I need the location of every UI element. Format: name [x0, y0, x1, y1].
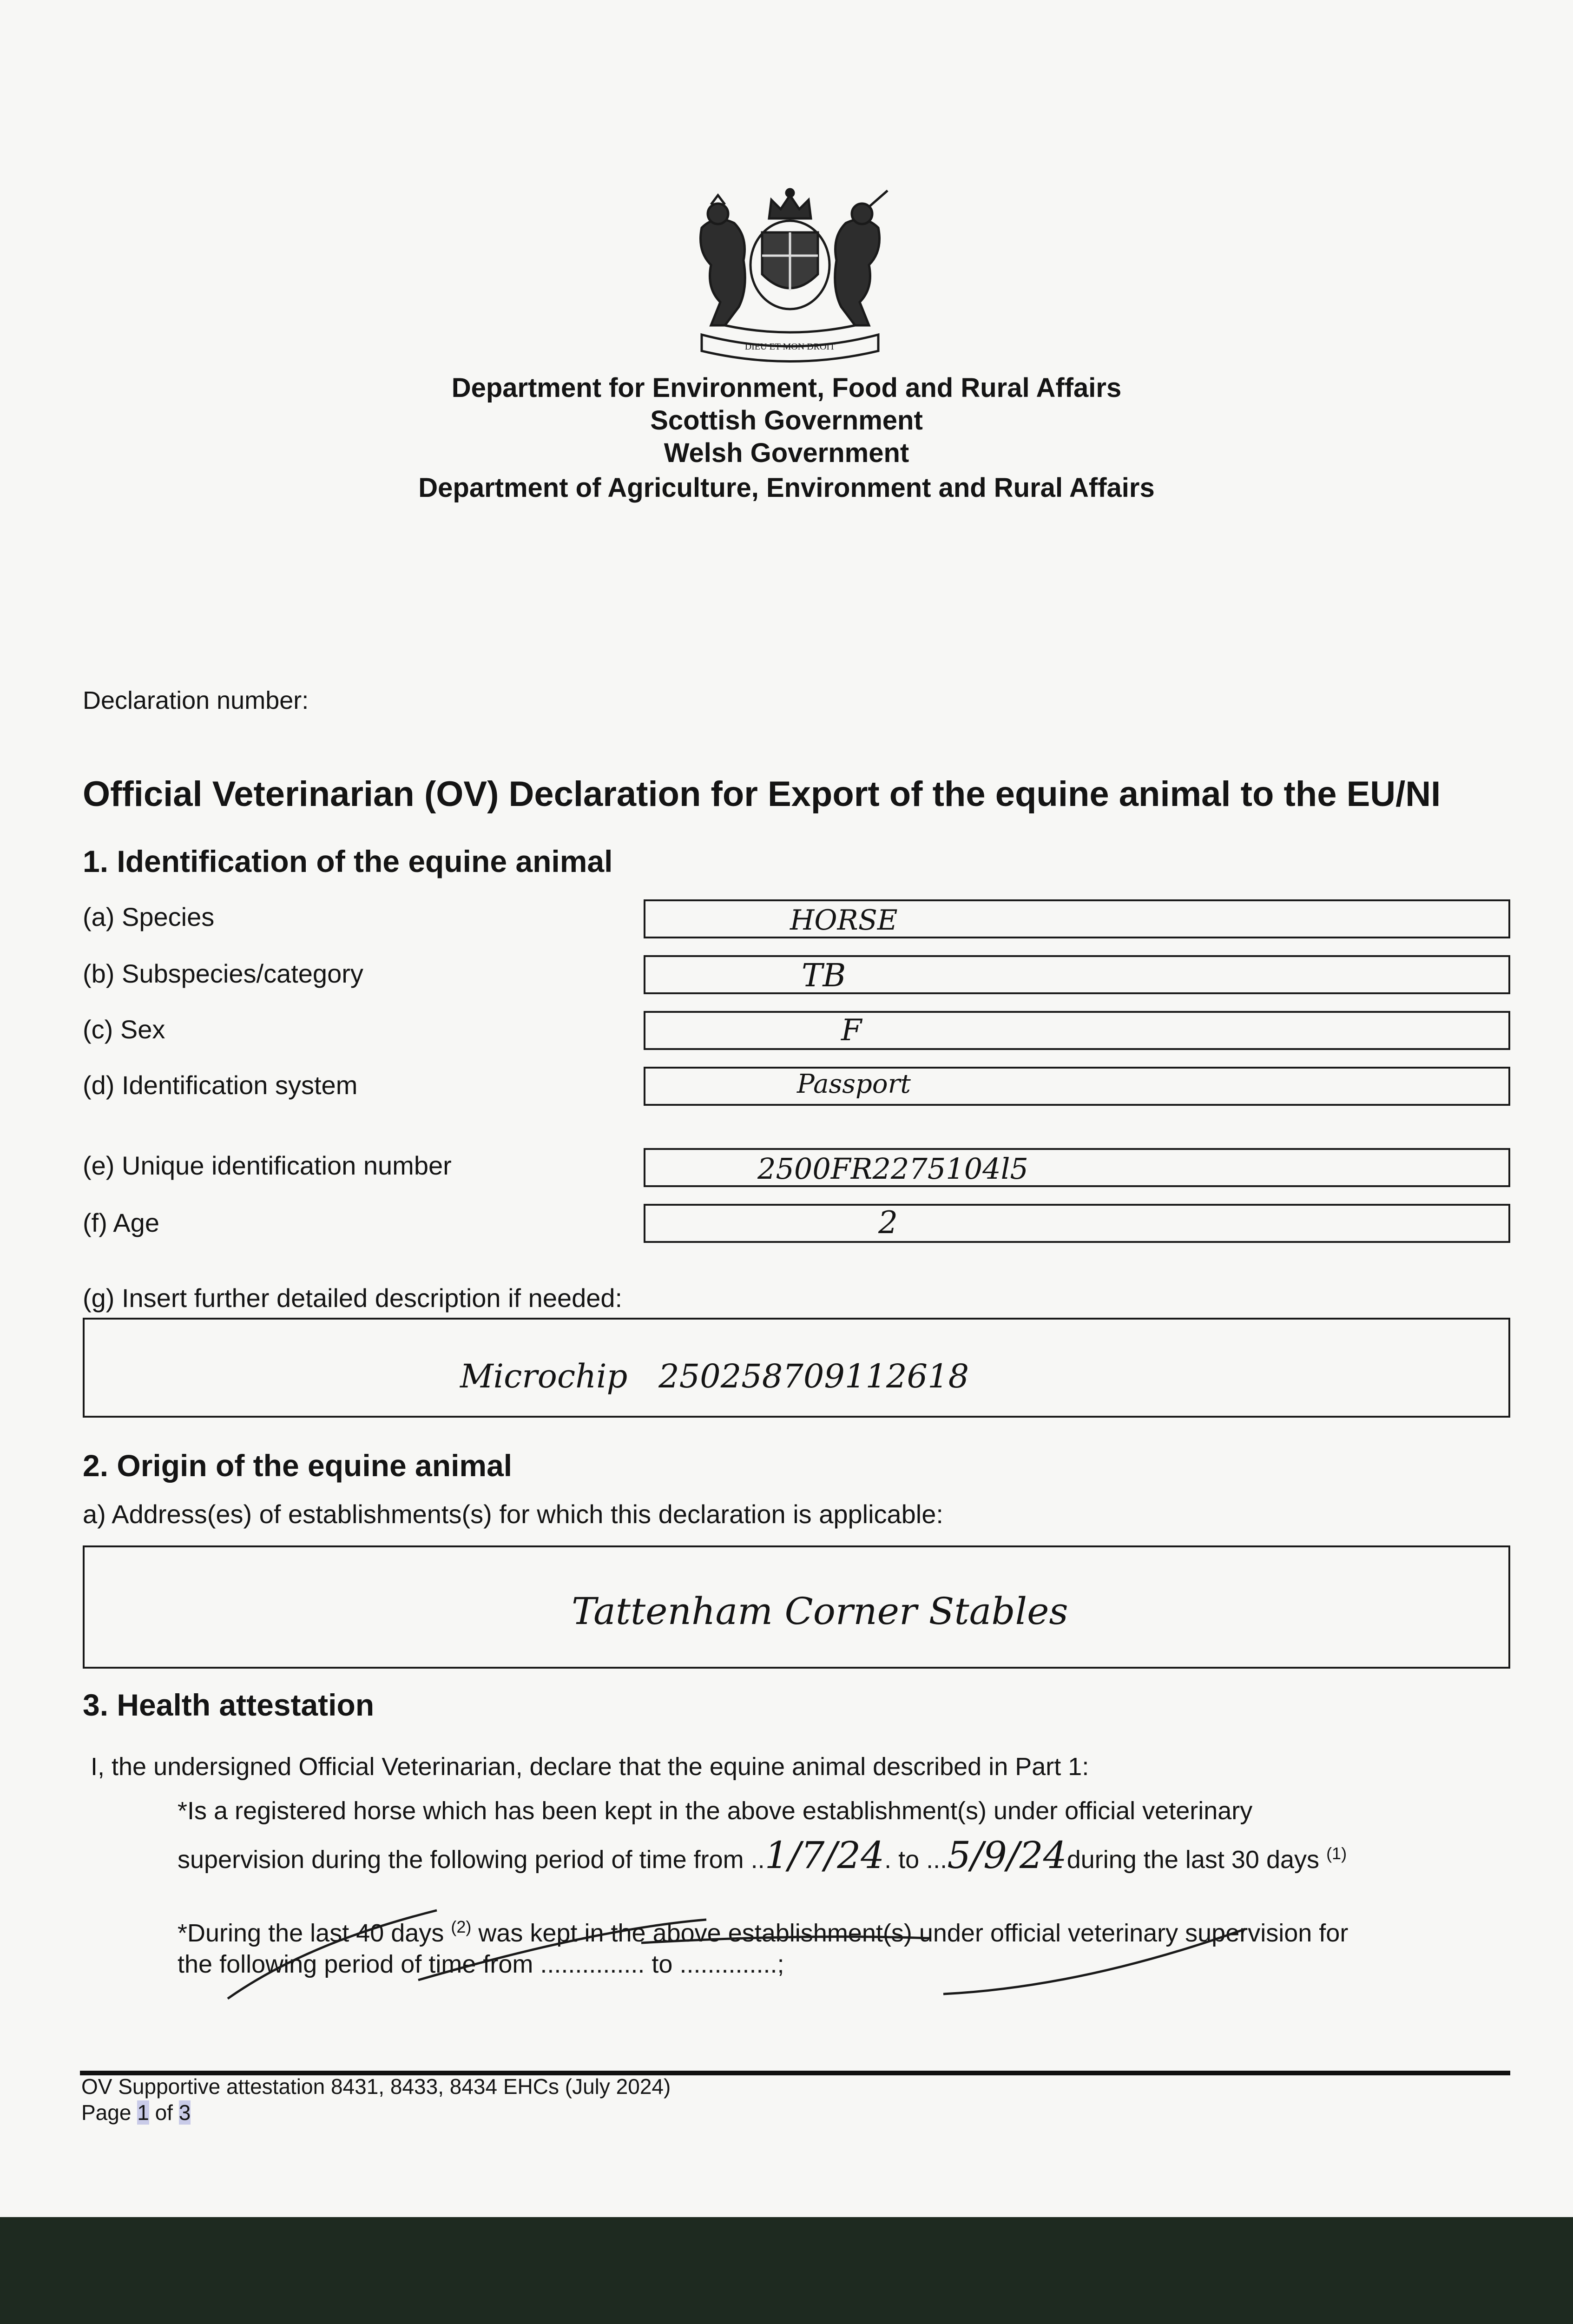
unique-id-value: 2500FR2275104l5	[757, 1152, 1028, 1186]
footer-page-total: 3	[178, 2100, 191, 2125]
footnote-ref-2: (2)	[451, 1917, 472, 1936]
strike-out-strokes	[177, 1887, 1431, 2008]
attestation-p2-line2: the following period of time from ............... to ..............;	[178, 1950, 784, 1978]
department-name-1: Department for Environment, Food and Rural Affairs	[451, 373, 1122, 403]
attestation-p2-pre: *During the last 40 days	[178, 1919, 444, 1947]
footer-attestation-ref: OV Supportive attestation 8431, 8433, 8434 EHCs (July 2024)	[81, 2074, 671, 2099]
royal-coat-of-arms-icon	[683, 186, 897, 363]
subspecies-value: TB	[802, 957, 846, 994]
footer-of-word: of	[155, 2100, 173, 2125]
footnote-ref-1: (1)	[1326, 1844, 1347, 1863]
period-to-value: 5/9/24	[947, 1834, 1067, 1877]
attestation-p2-post: was kept in the above establishment(s) under official veterinary supervision for	[478, 1919, 1349, 1947]
sex-field[interactable]	[644, 1011, 1510, 1050]
department-name-3: Welsh Government	[664, 438, 909, 468]
section1-heading: 1. Identification of the equine animal	[83, 844, 613, 878]
species-field[interactable]	[644, 899, 1510, 938]
section3-heading: 3. Health attestation	[83, 1688, 375, 1722]
crest-motto: DIEU ET MON DROIT	[744, 342, 836, 352]
attestation-p1-line1: *Is a registered horse which has been kept in the above establishment(s) under official veterinary	[178, 1797, 1253, 1825]
age-field[interactable]	[644, 1204, 1510, 1243]
subspecies-label: (b) Subspecies/category	[83, 959, 363, 988]
subspecies-field[interactable]	[644, 955, 1510, 994]
establishment-address-label: a) Address(es) of establishments(s) for which this declaration is applicable:	[83, 1499, 943, 1529]
attestation-p1-to-word: . to ...	[884, 1846, 948, 1874]
unique-id-label: (e) Unique identification number	[83, 1151, 452, 1180]
age-value: 2	[878, 1205, 898, 1241]
identification-system-value: Passport	[797, 1069, 911, 1099]
attestation-p1-post: during the last 30 days	[1066, 1846, 1320, 1874]
footer-page-number	[81, 2100, 191, 2125]
footer-page-current: 1	[137, 2100, 149, 2125]
section2-heading: 2. Origin of the equine animal	[83, 1448, 513, 1483]
species-label: (a) Species	[83, 902, 215, 931]
identification-system-field[interactable]	[644, 1067, 1510, 1106]
establishment-address-value: Tattenham Corner Stables	[572, 1590, 1068, 1633]
attestation-intro: I, the undersigned Official Veterinarian, declare that the equine animal described in Part 1:	[91, 1753, 1089, 1781]
attestation-p1-line2	[178, 1834, 1347, 1877]
scan-background-surface	[0, 2217, 1573, 2324]
department-name-2: Scottish Government	[650, 405, 923, 436]
document-title: Official Veterinarian (OV) Declaration for Export of the equine animal to the EU/NI	[83, 774, 1441, 814]
footer-page-word: Page	[81, 2100, 132, 2125]
declaration-number-label: Declaration number:	[83, 687, 309, 714]
species-value: HORSE	[790, 904, 898, 937]
further-description-value: Microchip 250258709112618	[460, 1357, 969, 1395]
sex-label: (c) Sex	[83, 1015, 165, 1044]
age-label: (f) Age	[83, 1208, 159, 1237]
period-from-value: 1/7/24	[764, 1834, 885, 1877]
attestation-p1-pre: supervision during the following period of time from ..	[178, 1846, 765, 1874]
identification-system-label: (d) Identification system	[83, 1070, 358, 1100]
sex-value: F	[841, 1013, 862, 1048]
further-description-label: (g) Insert further detailed description if needed:	[83, 1283, 623, 1313]
department-name-4: Department of Agriculture, Environment and Rural Affairs	[418, 473, 1155, 503]
